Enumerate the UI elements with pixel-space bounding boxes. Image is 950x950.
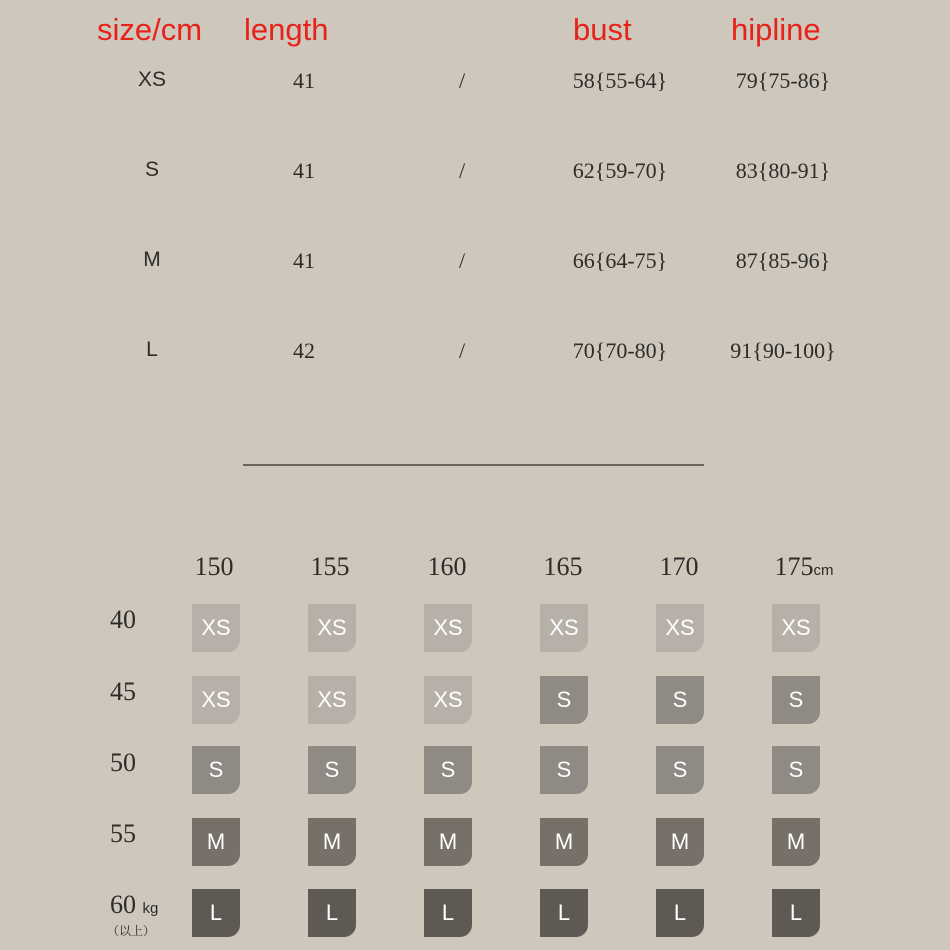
weight-label-last [110, 890, 158, 920]
size-box-s: S [772, 746, 820, 794]
size-box-m: M [656, 818, 704, 866]
height-label: 170 [659, 552, 699, 581]
size-box-l: L [192, 889, 240, 937]
header-bust: bust [573, 12, 632, 47]
size-box-m: M [308, 818, 356, 866]
row-bust: 62{59-70} [572, 158, 668, 183]
size-box-m: M [772, 818, 820, 866]
section-divider [243, 464, 704, 466]
row-length: 41 [293, 68, 315, 93]
row-bust: 70{70-80} [572, 338, 668, 363]
size-box-l: L [540, 889, 588, 937]
row-size: S [144, 158, 160, 181]
height-unit: cm [813, 562, 834, 579]
row-separator: / [458, 248, 466, 273]
weight-label: 45 [110, 677, 136, 706]
height-label: 165 [543, 552, 583, 581]
row-size: XS [137, 68, 167, 91]
row-bust: 66{64-75} [572, 248, 668, 273]
row-size: M [143, 248, 161, 271]
weight-label: 55 [110, 819, 136, 848]
size-box-l: L [656, 889, 704, 937]
row-hipline: 91{90-100} [730, 338, 836, 363]
size-box-xs: XS [772, 604, 820, 652]
size-box-m: M [540, 818, 588, 866]
size-box-l: L [772, 889, 820, 937]
row-size: L [146, 338, 158, 361]
size-box-s: S [540, 746, 588, 794]
row-separator: / [458, 68, 466, 93]
size-box-xs: XS [540, 604, 588, 652]
size-box-xs: XS [308, 676, 356, 724]
row-separator: / [458, 338, 466, 363]
height-label: 160 [427, 552, 467, 581]
header-size: size/cm [97, 12, 203, 47]
weight-label: 40 [110, 605, 136, 634]
height-label-last [775, 552, 834, 582]
size-box-s: S [424, 746, 472, 794]
size-box-s: S [192, 746, 240, 794]
size-box-l: L [308, 889, 356, 937]
row-bust: 58{55-64} [572, 68, 668, 93]
row-length: 42 [293, 338, 315, 363]
row-hipline: 87{85-96} [735, 248, 831, 273]
size-box-xs: XS [424, 676, 472, 724]
row-length: 41 [293, 158, 315, 183]
weight-value: 60 [110, 890, 136, 919]
weight-unit: kg [142, 900, 159, 917]
size-box-l: L [424, 889, 472, 937]
size-box-s: S [540, 676, 588, 724]
size-box-xs: XS [656, 604, 704, 652]
size-box-m: M [192, 818, 240, 866]
size-box-s: S [656, 676, 704, 724]
row-length: 41 [293, 248, 315, 273]
height-label: 155 [310, 552, 350, 581]
row-hipline: 83{80-91} [735, 158, 831, 183]
height-value: 175 [774, 552, 814, 581]
size-box-s: S [772, 676, 820, 724]
row-separator: / [458, 158, 466, 183]
size-box-m: M [424, 818, 472, 866]
height-label: 150 [194, 552, 234, 581]
size-box-xs: XS [424, 604, 472, 652]
header-hipline: hipline [731, 12, 821, 47]
size-box-s: S [656, 746, 704, 794]
size-box-xs: XS [308, 604, 356, 652]
weight-note: （以上） [107, 924, 156, 938]
weight-label: 50 [110, 748, 136, 777]
size-box-s: S [308, 746, 356, 794]
header-length: length [244, 12, 329, 47]
size-box-xs: XS [192, 676, 240, 724]
row-hipline: 79{75-86} [735, 68, 831, 93]
size-box-xs: XS [192, 604, 240, 652]
